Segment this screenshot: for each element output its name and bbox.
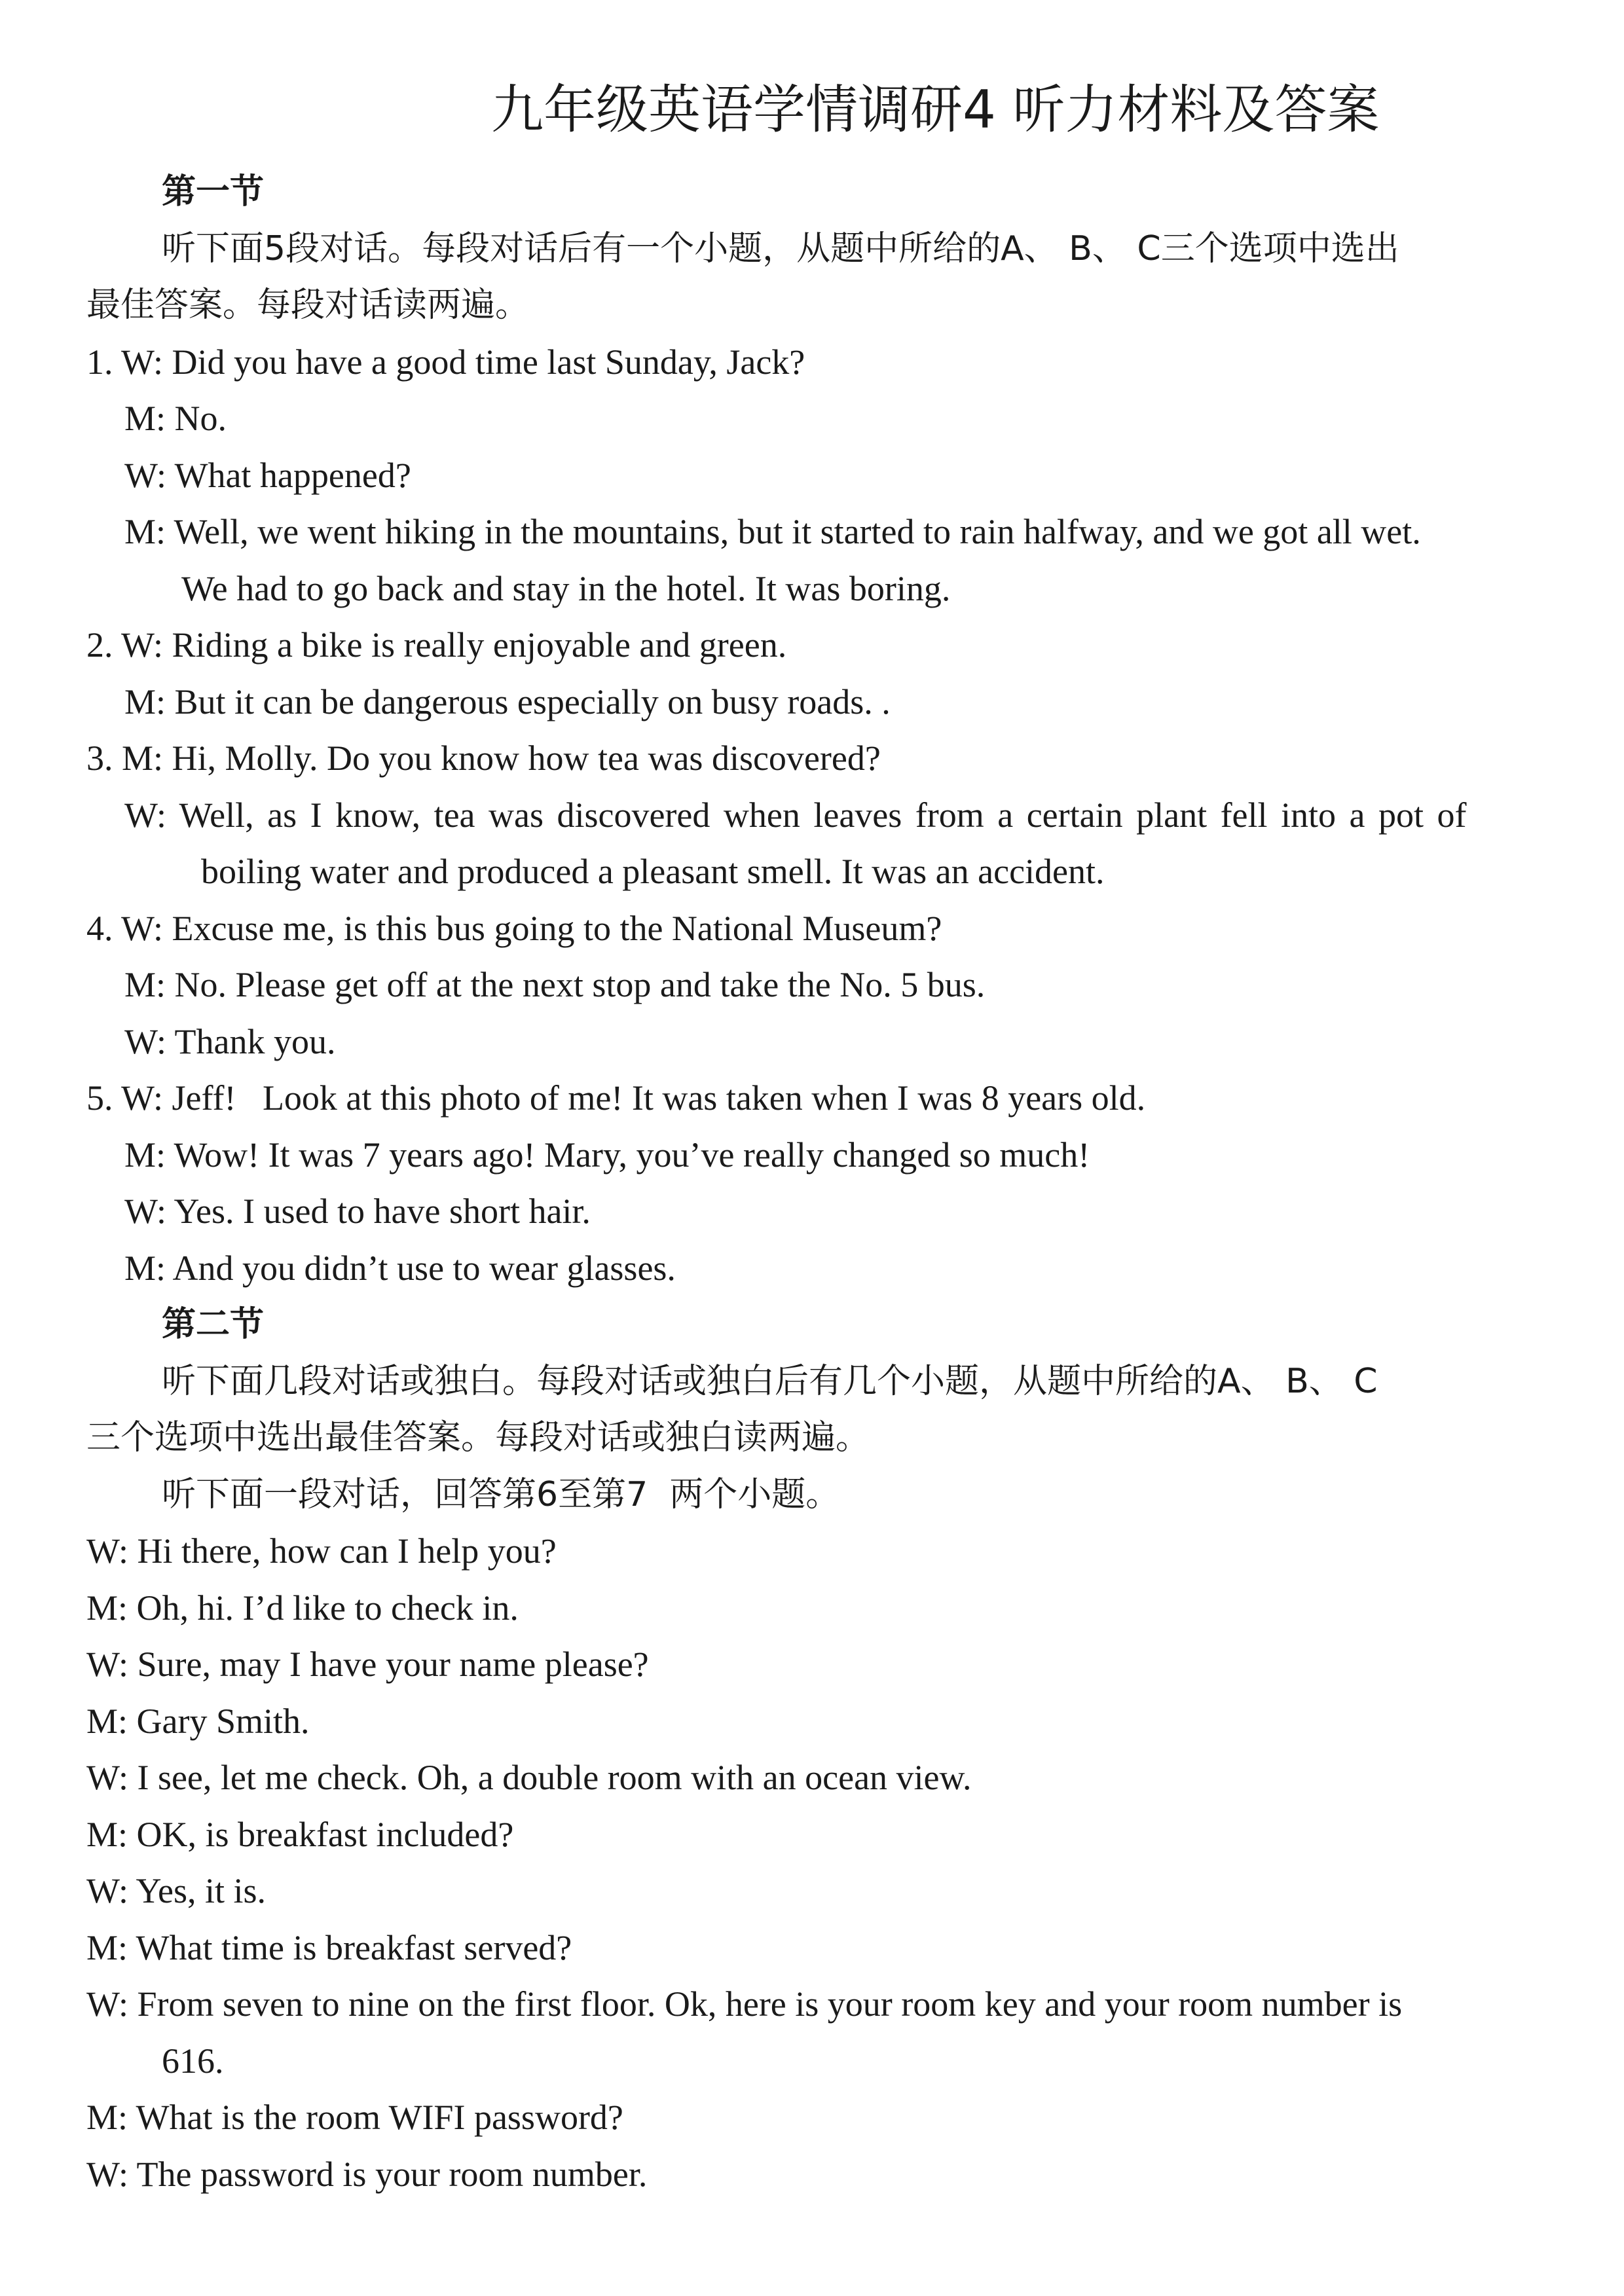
dialogue-line: 1. W: Did you have a good time last Sunday, Jack? xyxy=(86,342,805,382)
dialogue-line: W: Yes. I used to have short hair. xyxy=(124,1192,591,1231)
section-1-heading: 第一节 xyxy=(162,172,265,211)
dialogue-line: M: Gary Smith. xyxy=(86,1701,310,1741)
dialogue-line: W: Yes, it is. xyxy=(86,1871,267,1910)
dialogue-line: M: Oh, hi. I’d like to check in. xyxy=(86,1588,519,1628)
section-2-instruction-line-2: 三个选项中选出最佳答案。每段对话或独白读两遍。 xyxy=(86,1418,870,1457)
dialogue-line: M: Well, we went hiking in the mountains, but it started to rain halfway, and we got all wet. xyxy=(124,512,1421,551)
dialogue-line: W: What happened? xyxy=(124,455,411,495)
dialogue-line: M: But it can be dangerous especially on busy roads. . xyxy=(124,682,891,721)
dialogue-line: M: No. xyxy=(124,399,227,438)
dialogue-line: W: I see, let me check. Oh, a double room with an ocean view. xyxy=(86,1758,972,1797)
dialogue-line: M: What is the room WIFI password? xyxy=(86,2098,623,2137)
dialogue-line: 4. W: Excuse me, is this bus going to the National Museum? xyxy=(86,908,942,948)
dialogue-line: W: Well, as I know, tea was discovered when leaves from a certain plant fell into a pot of xyxy=(124,795,1467,835)
dialogue-line: M: And you didn’t use to wear glasses. xyxy=(124,1248,676,1288)
dialogue-line: W: The password is your room number. xyxy=(86,2154,648,2194)
section-2-sub-instruction: 听下面一段对话，回答第6至第7 两个小题。 xyxy=(162,1474,840,1514)
dialogue-line: W: Thank you. xyxy=(124,1021,336,1061)
dialogue-line: M: What time is breakfast served? xyxy=(86,1927,572,1967)
dialogue-line: W: Hi there, how can I help you? xyxy=(86,1531,557,1571)
dialogue-line: 2. W: Riding a bike is really enjoyable and green. xyxy=(86,625,787,665)
dialogue-line: M: Wow! It was 7 years ago! Mary, you’ve really changed so much! xyxy=(124,1135,1090,1175)
dialogue-line-continuation: 616. xyxy=(162,2041,224,2081)
dialogue-line: 3. M: Hi, Molly. Do you know how tea was discovered? xyxy=(86,738,881,778)
section-1-instruction-line-2: 最佳答案。每段对话读两遍。 xyxy=(86,285,530,325)
dialogue-line: W: Sure, may I have your name please? xyxy=(86,1645,649,1684)
dialogue-line: M: OK, is breakfast included? xyxy=(86,1814,514,1854)
dialogue-line: 5. W: Jeff! Look at this photo of me! It was taken when I was 8 years old. xyxy=(86,1078,1146,1118)
dialogue-line-continuation: boiling water and produced a pleasant smell. It was an accident. xyxy=(201,852,1105,891)
document-body xyxy=(86,164,1547,2202)
document-title: 九年级英语学情调研4 听力材料及答案 xyxy=(491,79,1380,140)
dialogue-line-continuation: We had to go back and stay in the hotel. It was boring. xyxy=(181,568,951,608)
section-2-instruction-line-1: 听下面几段对话或独白。每段对话或独白后有几个小题，从题中所给的A、 B、 C xyxy=(162,1361,1378,1401)
section-2-heading: 第二节 xyxy=(162,1305,265,1344)
section-1-instruction-line-1: 听下面5段对话。每段对话后有一个小题，从题中所给的A、 B、 C三个选项中选出 xyxy=(162,228,1399,268)
dialogue-line: W: From seven to nine on the first floor. Ok, here is your room key and your room number is xyxy=(86,1984,1403,2024)
dialogue-line: M: No. Please get off at the next stop and take the No. 5 bus. xyxy=(124,965,986,1004)
